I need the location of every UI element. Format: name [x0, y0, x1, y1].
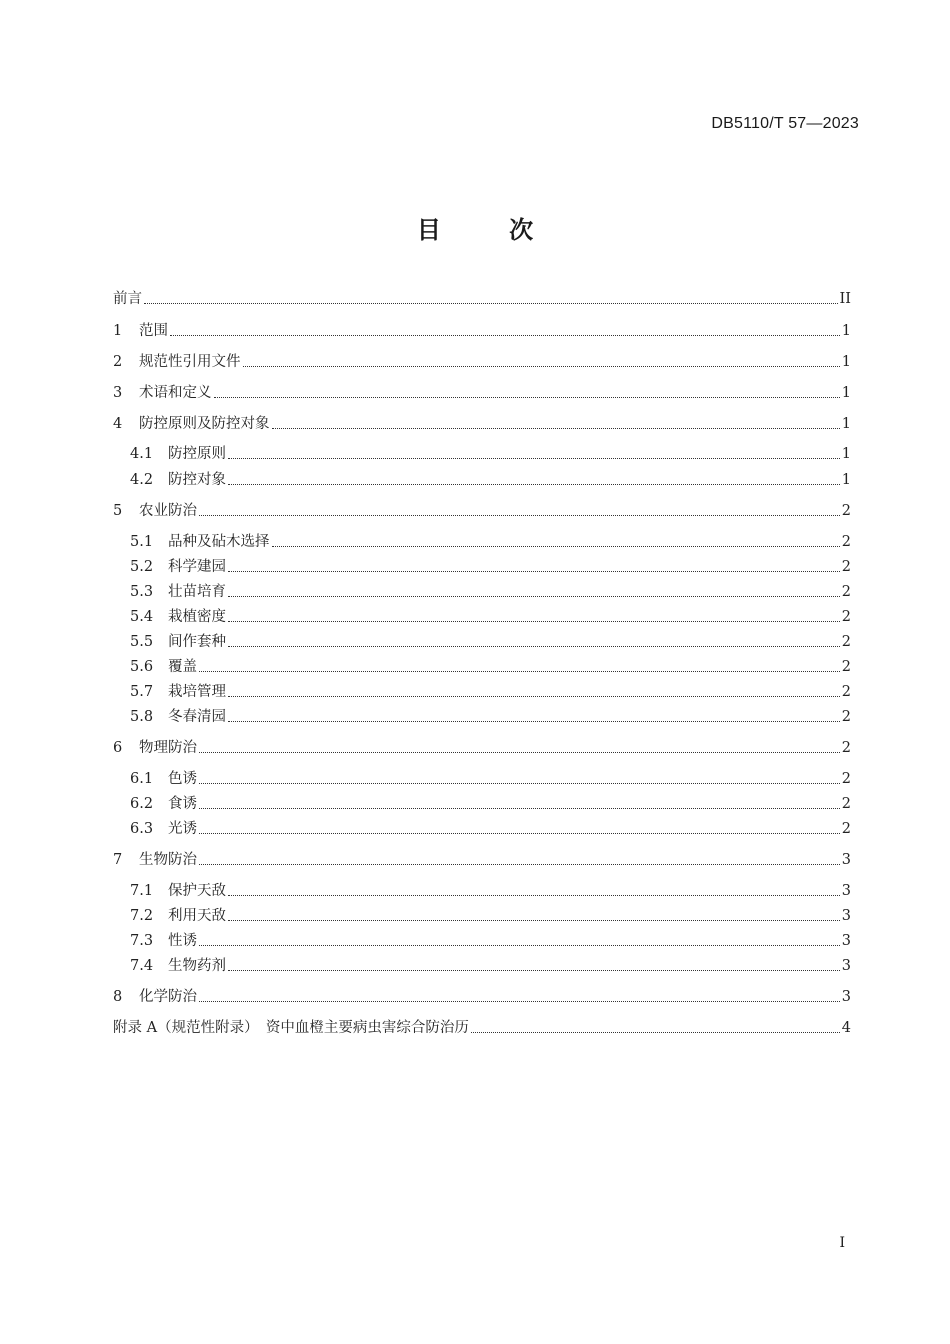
toc-leader-dots — [228, 919, 840, 921]
toc-leader-dots — [228, 620, 840, 622]
toc-leader-dots — [228, 570, 840, 572]
toc-entry-page: 3 — [841, 883, 851, 899]
toc-entry-number: 5.3 — [130, 584, 154, 600]
toc-entry[interactable] — [130, 956, 851, 976]
toc-entry-page: 1 — [841, 385, 851, 401]
toc-leader-dots — [199, 807, 840, 809]
toc-leader-dots — [199, 782, 840, 784]
toc-entry-number: 4.1 — [130, 446, 154, 462]
toc-leader-dots — [228, 695, 840, 697]
toc-entry-title: 防控原则 — [168, 446, 226, 462]
toc-entry-page: 2 — [841, 534, 851, 550]
toc-entry-page: 3 — [841, 852, 851, 868]
toc-entry-number: 7.3 — [130, 933, 154, 949]
toc-entry[interactable] — [130, 819, 851, 839]
toc-entry-number: 7.4 — [130, 958, 154, 974]
toc-entry-page: 3 — [841, 989, 851, 1005]
toc-entry[interactable] — [130, 444, 851, 464]
toc-entry-title: 科学建园 — [168, 559, 226, 575]
toc-entry-number: 4 — [113, 416, 123, 432]
toc-entry-number: 6.1 — [130, 771, 154, 787]
toc-leader-dots — [199, 751, 840, 753]
toc-entry[interactable] — [113, 289, 851, 309]
document-code: DB5110/T 57—2023 — [711, 115, 859, 132]
toc-entry-page: II — [839, 291, 851, 307]
toc-entry-page: 2 — [841, 659, 851, 675]
toc-entry-page: 2 — [841, 559, 851, 575]
toc-entry[interactable] — [113, 383, 851, 403]
toc-leader-dots — [228, 720, 840, 722]
toc-leader-dots — [228, 595, 840, 597]
toc-leader-dots — [144, 302, 838, 304]
toc-entry[interactable] — [130, 769, 851, 789]
toc-entry-title: 化学防治 — [139, 989, 197, 1005]
toc-leader-dots — [199, 670, 840, 672]
toc-entry-number: 5.6 — [130, 659, 154, 675]
toc-entry-number: 1 — [113, 323, 123, 339]
toc-entry[interactable] — [113, 501, 851, 521]
toc-entry-number: 8 — [113, 989, 123, 1005]
page-number: I — [839, 1235, 845, 1251]
toc-entry[interactable] — [130, 532, 851, 552]
toc-entry-title: 生物药剂 — [168, 958, 226, 974]
toc-entry-title: 栽培管理 — [168, 684, 226, 700]
toc-leader-dots — [272, 427, 840, 429]
toc-entry-page: 2 — [841, 771, 851, 787]
toc-entry-page: 2 — [841, 503, 851, 519]
toc-entry[interactable] — [113, 850, 851, 870]
toc-entry[interactable] — [130, 657, 851, 677]
toc-entry-number: 5.1 — [130, 534, 154, 550]
toc-entry[interactable] — [130, 557, 851, 577]
toc-entry[interactable] — [130, 632, 851, 652]
toc-entry-title: 利用天敌 — [168, 908, 226, 924]
toc-entry-page: 2 — [841, 740, 851, 756]
toc-entry[interactable] — [113, 414, 851, 434]
toc-entry-page: 2 — [841, 821, 851, 837]
toc-leader-dots — [228, 645, 840, 647]
toc-entry-title: 性诱 — [168, 933, 197, 949]
toc-leader-dots — [199, 944, 840, 946]
page-title: 目 次 — [416, 216, 564, 244]
toc-entry[interactable] — [113, 1018, 851, 1038]
toc-leader-dots — [199, 863, 840, 865]
toc-entry-page: 3 — [841, 933, 851, 949]
toc-entry-title: 农业防治 — [139, 503, 197, 519]
toc-entry[interactable] — [130, 707, 851, 727]
toc-entry-title: 壮苗培育 — [168, 584, 226, 600]
toc-entry-title: 生物防治 — [139, 852, 197, 868]
toc-entry-page: 4 — [841, 1020, 851, 1036]
toc-entry-number: 5.2 — [130, 559, 154, 575]
toc-entry-number: 5.8 — [130, 709, 154, 725]
toc-leader-dots — [272, 545, 840, 547]
toc-entry-number: 7.2 — [130, 908, 154, 924]
toc-entry[interactable] — [130, 470, 851, 490]
toc-entry-page: 2 — [841, 609, 851, 625]
toc-entry-title: 食诱 — [168, 796, 197, 812]
toc-entry-number: 6 — [113, 740, 123, 756]
toc-entry[interactable] — [130, 931, 851, 951]
toc-entry-title: 间作套种 — [168, 634, 226, 650]
toc-entry-number: 6.3 — [130, 821, 154, 837]
toc-entry[interactable] — [130, 906, 851, 926]
toc-entry-number: 5.4 — [130, 609, 154, 625]
toc-entry[interactable] — [113, 987, 851, 1007]
toc-entry-title: 栽植密度 — [168, 609, 226, 625]
toc-leader-dots — [170, 334, 840, 336]
toc-leader-dots — [228, 457, 840, 459]
toc-entry-title: 前言 — [113, 291, 142, 307]
toc-entry[interactable] — [130, 794, 851, 814]
toc-entry-title: 物理防治 — [139, 740, 197, 756]
toc-entry-page: 3 — [841, 908, 851, 924]
toc-entry-page: 1 — [841, 416, 851, 432]
toc-entry[interactable] — [130, 881, 851, 901]
toc-leader-dots — [199, 514, 840, 516]
toc-entry-number: 3 — [113, 385, 123, 401]
toc-leader-dots — [471, 1031, 840, 1033]
toc-entry-number: 7.1 — [130, 883, 154, 899]
toc-leader-dots — [199, 832, 840, 834]
toc-entry-page: 1 — [841, 472, 851, 488]
toc-entry-title: 范围 — [139, 323, 168, 339]
toc-entry-number: 5.5 — [130, 634, 154, 650]
toc-entry-title: 色诱 — [168, 771, 197, 787]
toc-leader-dots — [228, 483, 840, 485]
toc-entry-title: 防控原则及防控对象 — [139, 416, 270, 432]
toc-entry-title: 覆盖 — [168, 659, 197, 675]
toc-leader-dots — [228, 969, 840, 971]
toc-entry-page: 1 — [841, 446, 851, 462]
toc-leader-dots — [243, 365, 840, 367]
toc-entry[interactable] — [113, 321, 851, 341]
toc-entry-number: 4.2 — [130, 472, 154, 488]
toc-entry-title: 防控对象 — [168, 472, 226, 488]
toc-entry-page: 2 — [841, 684, 851, 700]
toc-entry[interactable] — [113, 352, 851, 372]
toc-entry[interactable] — [130, 682, 851, 702]
toc-entry-number: 7 — [113, 852, 123, 868]
toc-entry-title: 附录 A（规范性附录） 资中血橙主要病虫害综合防治历 — [113, 1020, 469, 1036]
toc-entry-number: 6.2 — [130, 796, 154, 812]
toc-entry-page: 2 — [841, 796, 851, 812]
toc-entry-title: 规范性引用文件 — [139, 354, 241, 370]
toc-entry-title: 品种及砧木选择 — [168, 534, 270, 550]
toc-entry-title: 术语和定义 — [139, 385, 212, 401]
toc-entry-page: 2 — [841, 634, 851, 650]
toc-entry-title: 冬春清园 — [168, 709, 226, 725]
toc-entry-number: 5.7 — [130, 684, 154, 700]
toc-entry[interactable] — [130, 582, 851, 602]
toc-entry[interactable] — [130, 607, 851, 627]
toc-entry[interactable] — [113, 738, 851, 758]
toc-entry-title: 光诱 — [168, 821, 197, 837]
toc-leader-dots — [214, 396, 840, 398]
toc-entry-page: 2 — [841, 584, 851, 600]
toc-entry-page: 1 — [841, 323, 851, 339]
toc-entry-title: 保护天敌 — [168, 883, 226, 899]
toc-entry-page: 3 — [841, 958, 851, 974]
toc-leader-dots — [228, 894, 840, 896]
toc-entry-page: 1 — [841, 354, 851, 370]
toc-leader-dots — [199, 1000, 840, 1002]
toc-entry-number: 5 — [113, 503, 123, 519]
toc-entry-number: 2 — [113, 354, 123, 370]
toc-entry-page: 2 — [841, 709, 851, 725]
